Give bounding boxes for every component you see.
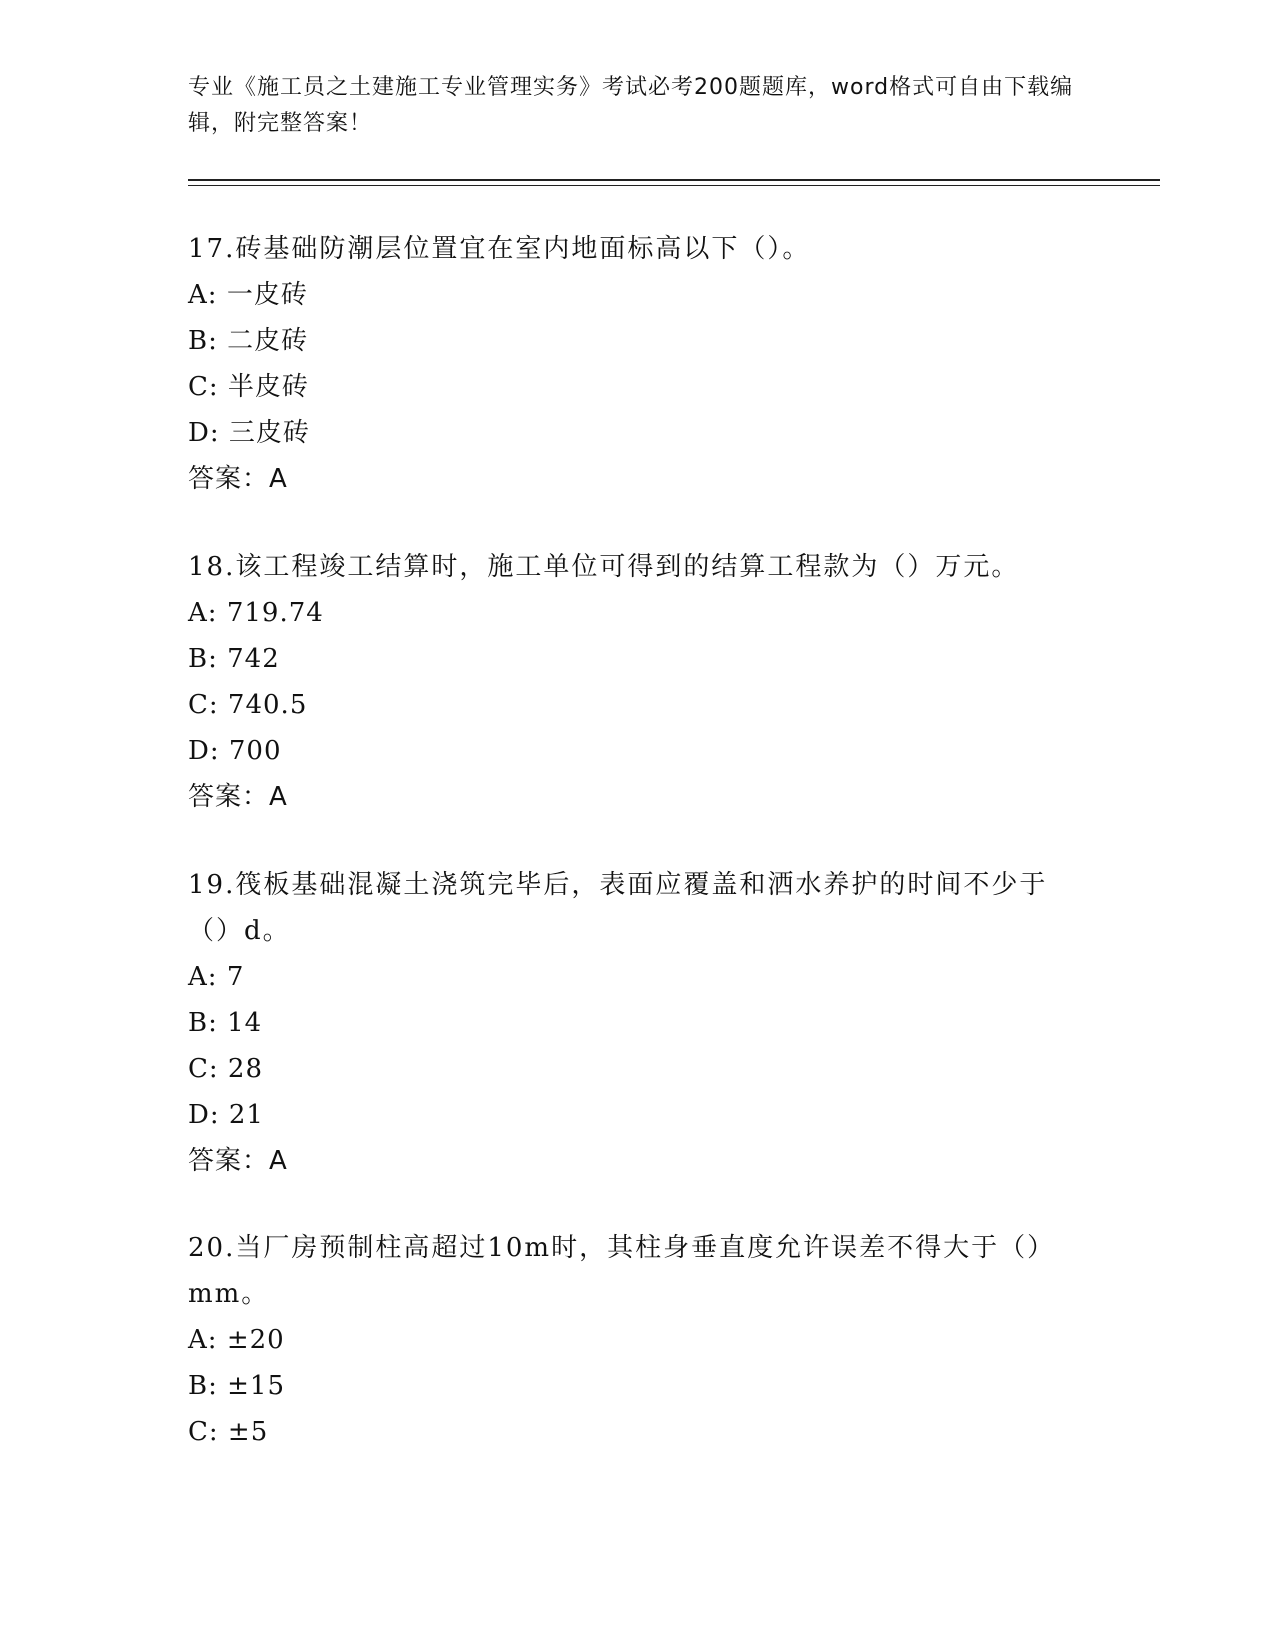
option-letter: D: <box>188 736 220 766</box>
question-stem: 17.砖基础防潮层位置宜在室内地面标高以下（）。 <box>188 234 811 264</box>
option-letter: A: <box>188 280 218 310</box>
option-d <box>188 728 1088 774</box>
option-letter: C: <box>188 372 219 402</box>
option-text: 719.74 <box>226 598 324 628</box>
option-d <box>188 1092 1088 1138</box>
option-c <box>188 1409 1088 1455</box>
option-text: 740.5 <box>227 690 308 720</box>
header-divider <box>188 179 1160 181</box>
option-letter: B: <box>188 326 218 356</box>
option-text: 半皮砖 <box>227 372 309 402</box>
header-divider-thin <box>188 185 1160 186</box>
answer: 答案：A <box>188 464 288 494</box>
page-header: 专业《施工员之土建施工专业管理实务》考试必考200题题库，word格式可自由下载编辑，附完整答案！ <box>188 75 1074 136</box>
option-letter: B: <box>188 644 218 674</box>
option-letter: A: <box>188 962 218 992</box>
question-stem: 18.该工程竣工结算时，施工单位可得到的结算工程款为（）万元。 <box>188 552 1020 582</box>
option-text: ±20 <box>226 1325 285 1355</box>
option-text: 三皮砖 <box>228 418 310 448</box>
option-text: 28 <box>227 1054 264 1084</box>
option-letter: C: <box>188 1417 219 1447</box>
question-stem: 20.当厂房预制柱高超过10m时，其柱身垂直度允许误差不得大于（）mm。 <box>188 1233 1056 1309</box>
option-letter: B: <box>188 1371 218 1401</box>
question-stem: 19.筏板基础混凝土浇筑完毕后，表面应覆盖和洒水养护的时间不少于（）d。 <box>188 870 1048 946</box>
question-20 <box>188 1225 1088 1455</box>
option-letter: B: <box>188 1008 218 1038</box>
option-c <box>188 682 1088 728</box>
option-a <box>188 1317 1088 1363</box>
option-c <box>188 364 1088 410</box>
option-c <box>188 1046 1088 1092</box>
option-text: ±5 <box>227 1417 269 1447</box>
answer: 答案：A <box>188 782 288 812</box>
option-b <box>188 1363 1088 1409</box>
option-text: 二皮砖 <box>227 326 309 356</box>
option-letter: C: <box>188 690 219 720</box>
option-text: 742 <box>227 644 280 674</box>
option-letter: D: <box>188 418 220 448</box>
option-a <box>188 590 1088 636</box>
option-text: 7 <box>226 962 245 992</box>
option-b <box>188 1000 1088 1046</box>
option-letter: A: <box>188 598 218 628</box>
question-19 <box>188 862 1088 1184</box>
option-text: ±15 <box>227 1371 286 1401</box>
option-text: 一皮砖 <box>226 280 308 310</box>
option-letter: D: <box>188 1100 220 1130</box>
option-letter: A: <box>188 1325 218 1355</box>
question-18 <box>188 544 1088 820</box>
answer: 答案：A <box>188 1146 288 1176</box>
option-b <box>188 636 1088 682</box>
option-letter: C: <box>188 1054 219 1084</box>
option-text: 21 <box>228 1100 264 1130</box>
question-17 <box>188 226 1088 502</box>
option-d <box>188 410 1088 456</box>
option-a <box>188 954 1088 1000</box>
option-b <box>188 318 1088 364</box>
option-a <box>188 272 1088 318</box>
option-text: 14 <box>227 1008 263 1038</box>
option-text: 700 <box>228 736 282 766</box>
